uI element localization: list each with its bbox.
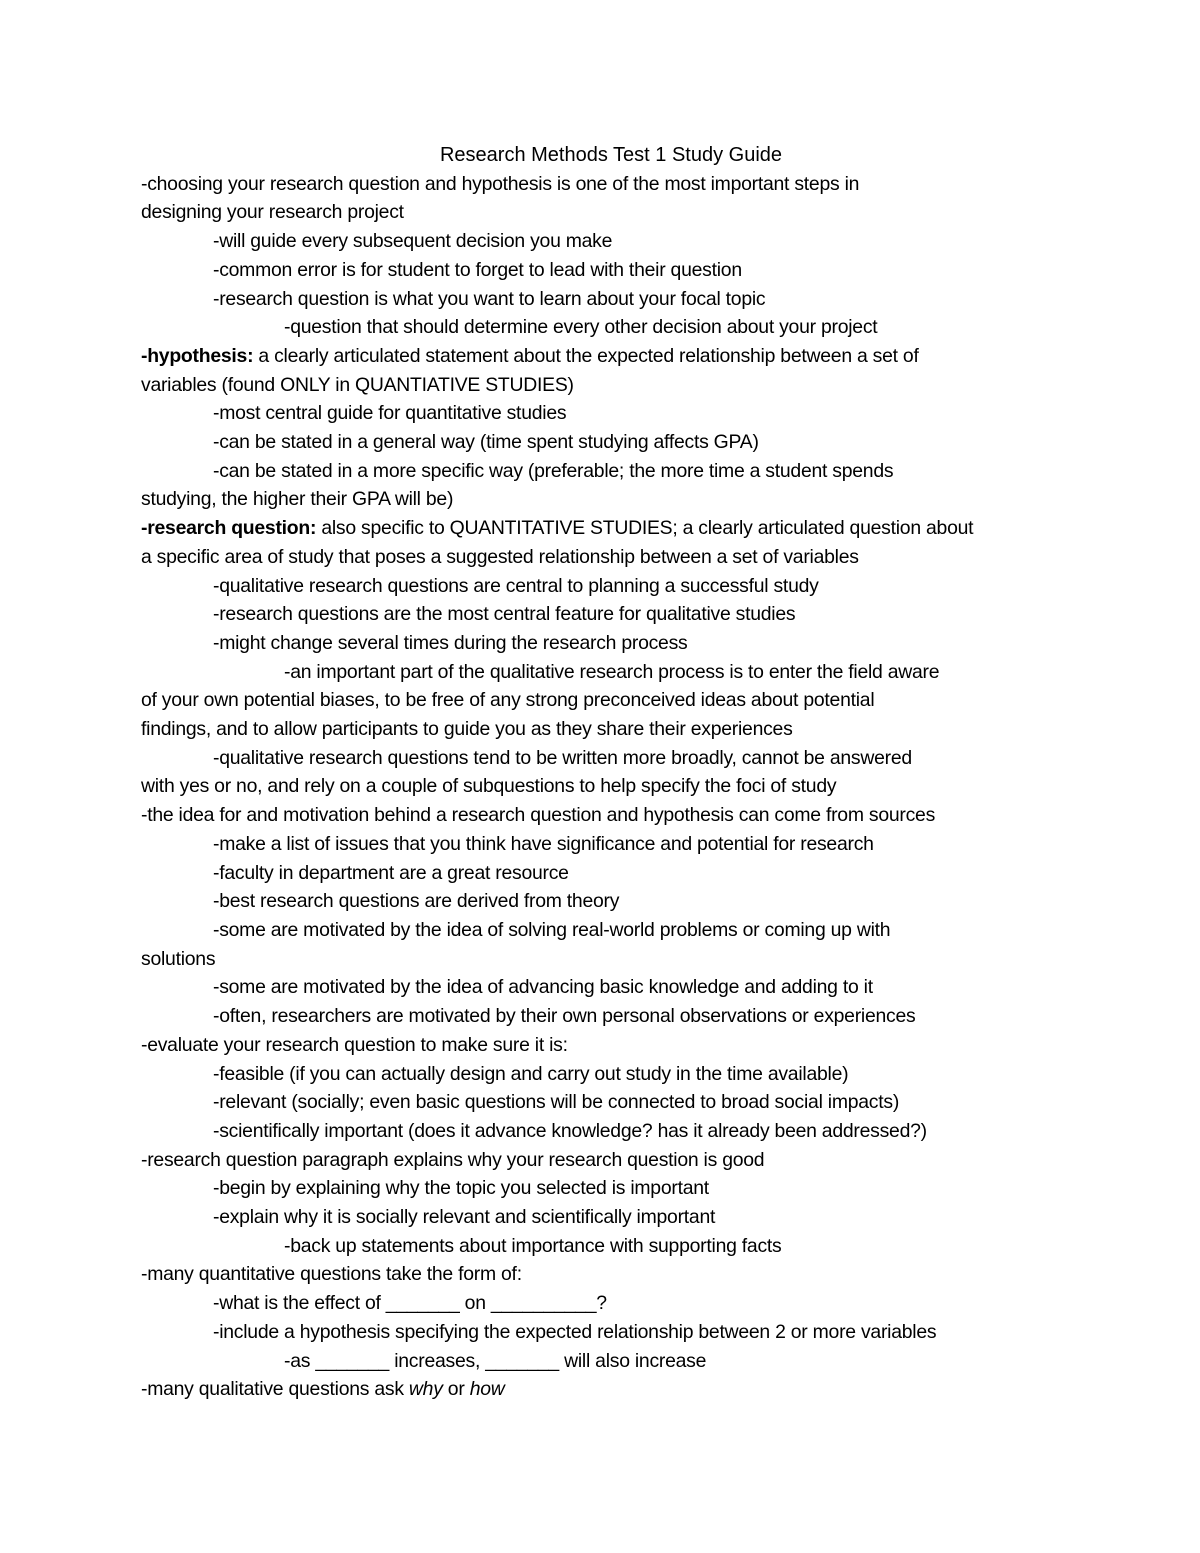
line-text: -begin by explaining why the topic you selected is important xyxy=(213,1177,709,1200)
line-text: -research question is what you want to learn about your focal topic xyxy=(213,287,766,310)
text-line xyxy=(141,945,1061,974)
text-line xyxy=(141,543,1061,572)
text-line xyxy=(141,457,1061,486)
line-text: -some are motivated by the idea of advancing basic knowledge and adding to it xyxy=(213,976,873,999)
text-line xyxy=(141,198,1061,227)
text-line xyxy=(141,1375,1061,1404)
text-line xyxy=(141,514,1061,543)
line-text: -most central guide for quantitative studies xyxy=(213,402,567,425)
term-label: -hypothesis: xyxy=(141,344,254,367)
line-text: solutions xyxy=(141,947,216,970)
line-text: -faculty in department are a great resource xyxy=(213,861,569,884)
text-line xyxy=(141,1318,1061,1347)
line-text: variables (found ONLY in QUANTIATIVE STUDIES) xyxy=(141,373,574,396)
text-line xyxy=(141,1232,1061,1261)
line-text: -back up statements about importance with supporting facts xyxy=(284,1234,782,1257)
text-line xyxy=(141,1260,1061,1289)
line-text: -research questions are the most central feature for qualitative studies xyxy=(213,603,796,626)
text-line xyxy=(141,973,1061,1002)
line-text: of your own potential biases, to be free of any strong preconceived ideas about potential xyxy=(141,689,875,712)
text-line xyxy=(141,629,1061,658)
document-body xyxy=(141,141,1061,1404)
line-text: -best research questions are derived from theory xyxy=(213,890,620,913)
text-line xyxy=(141,801,1061,830)
text-line xyxy=(141,715,1061,744)
line-text: -will guide every subsequent decision you make xyxy=(213,230,613,253)
line-text: -what is the effect of _______ on __________? xyxy=(213,1292,607,1315)
text-line xyxy=(141,1174,1061,1203)
line-text: also specific to QUANTITATIVE STUDIES; a clearly articulated question about xyxy=(316,517,974,540)
text-line xyxy=(141,916,1061,945)
text-line xyxy=(141,830,1061,859)
text-line xyxy=(141,744,1061,773)
line-text: a specific area of study that poses a suggested relationship between a set of variables xyxy=(141,545,859,568)
text-line xyxy=(141,227,1061,256)
line-text: -feasible (if you can actually design and carry out study in the time available) xyxy=(213,1062,849,1085)
line-text: -qualitative research questions are central to planning a successful study xyxy=(213,574,819,597)
text-line xyxy=(141,1146,1061,1175)
line-text: -often, researchers are motivated by their own personal observations or experiences xyxy=(213,1005,916,1028)
line-text: -the idea for and motivation behind a research question and hypothesis can come from sources xyxy=(141,804,936,827)
text-line xyxy=(141,313,1061,342)
text-line xyxy=(141,658,1061,687)
line-text: -can be stated in a general way (time spent studying affects GPA) xyxy=(213,431,759,454)
text-line xyxy=(141,572,1061,601)
text-line xyxy=(141,256,1061,285)
line-text: -relevant (socially; even basic questions will be connected to broad social impacts) xyxy=(213,1091,900,1114)
line-text: -evaluate your research question to make sure it is: xyxy=(141,1033,568,1056)
line-text: -make a list of issues that you think have significance and potential for research xyxy=(213,832,874,855)
text-line xyxy=(141,686,1061,715)
line-text: -qualitative research questions tend to be written more broadly, cannot be answered xyxy=(213,746,912,769)
emphasis-word: how xyxy=(469,1378,505,1401)
line-text: -question that should determine every other decision about your project xyxy=(284,316,878,339)
text-line xyxy=(141,1289,1061,1318)
text-line xyxy=(141,485,1061,514)
line-text: -as _______ increases, _______ will also increase xyxy=(284,1349,707,1372)
text-line xyxy=(141,600,1061,629)
line-text: findings, and to allow participants to guide you as they share their experiences xyxy=(141,718,793,741)
text-line xyxy=(141,170,1061,199)
line-text: -some are motivated by the idea of solving real-world problems or coming up with xyxy=(213,918,891,941)
text-line xyxy=(141,772,1061,801)
line-text: studying, the higher their GPA will be) xyxy=(141,488,454,511)
document-title: Research Methods Test 1 Study Guide xyxy=(439,144,783,166)
term-label: -research question: xyxy=(141,517,317,540)
line-text: designing your research project xyxy=(141,201,404,224)
line-text: -research question paragraph explains why your research question is good xyxy=(141,1148,765,1171)
text-line xyxy=(141,342,1061,371)
text-line xyxy=(141,1060,1061,1089)
line-text: -many quantitative questions take the form of: xyxy=(141,1263,522,1286)
line-text: -many qualitative questions ask xyxy=(141,1378,409,1401)
text-line xyxy=(141,1002,1061,1031)
line-text: -common error is for student to forget to lead with their question xyxy=(213,258,742,281)
text-line xyxy=(141,285,1061,314)
line-text: -include a hypothesis specifying the expected relationship between 2 or more variables xyxy=(213,1320,937,1343)
emphasis-word: why xyxy=(408,1378,443,1401)
text-line xyxy=(141,1031,1061,1060)
text-line xyxy=(141,1117,1061,1146)
line-text: -might change several times during the research process xyxy=(213,631,688,654)
line-text: with yes or no, and rely on a couple of subquestions to help specify the foci of study xyxy=(141,775,837,798)
line-text: -choosing your research question and hypothesis is one of the most important steps in xyxy=(141,172,860,195)
text-line xyxy=(141,887,1061,916)
text-line xyxy=(141,1203,1061,1232)
line-text: -an important part of the qualitative research process is to enter the field aware xyxy=(284,660,940,683)
line-text: or xyxy=(442,1378,470,1401)
line-text: -scientifically important (does it advance knowledge? has it already been addressed?) xyxy=(213,1119,927,1142)
line-text: -explain why it is socially relevant and scientifically important xyxy=(213,1206,716,1229)
line-text: -can be stated in a more specific way (preferable; the more time a student spends xyxy=(213,459,894,482)
text-line xyxy=(141,1088,1061,1117)
text-line xyxy=(141,428,1061,457)
text-line xyxy=(141,399,1061,428)
text-line xyxy=(141,1347,1061,1376)
document-lines xyxy=(141,170,1061,1404)
line-text: a clearly articulated statement about the expected relationship between a set of xyxy=(253,344,919,367)
text-line xyxy=(141,371,1061,400)
text-line xyxy=(141,859,1061,888)
